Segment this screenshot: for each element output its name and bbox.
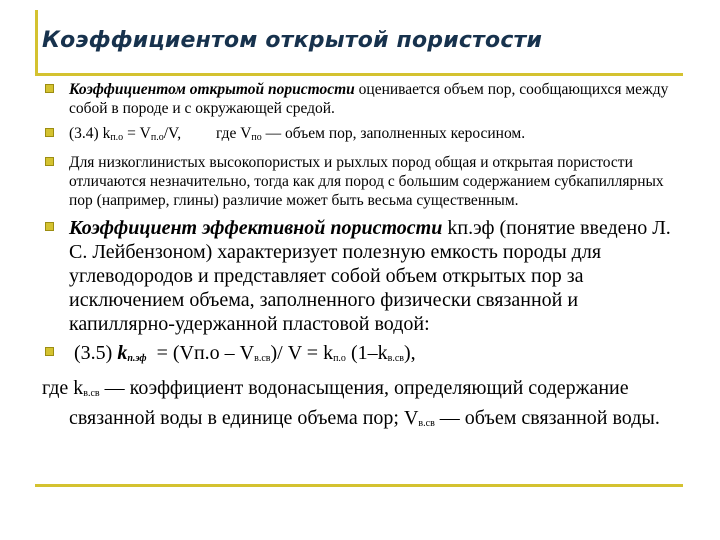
bullet-clay-note (42, 153, 682, 210)
footer-part: где k (42, 377, 84, 399)
footer-subscript: в.св (83, 388, 100, 399)
formula-subscript: в.св (254, 353, 271, 364)
effective-porosity-text: kп.эф (понятие введено Л. С. Лейбензоном) характеризует полезную емкость породы для углеводородов и представляет собой объем открытых пор за исключением объема, заполненного физически связанной и капиллярно-удержанной пластовой водой: (69, 217, 671, 335)
bottom-divider (35, 484, 683, 487)
bullet-open-porosity-definition (42, 80, 682, 118)
square-bullet-icon (45, 128, 54, 137)
formula-subscript: п.о (333, 353, 346, 364)
formula-part: /V, где V (163, 125, 252, 142)
footer-subscript: в.св (418, 418, 435, 429)
bullet-effective-porosity (42, 216, 682, 336)
accent-vertical-line (35, 10, 38, 76)
formula-part: ), (404, 342, 416, 364)
formula-part: (1–k (345, 342, 388, 364)
formula-part: — объем пор, заполненных керосином. (261, 125, 526, 142)
bullet-formula-3-4 (42, 124, 682, 147)
term-effective-porosity: Коэффициент эффективной пористости (69, 217, 443, 239)
formula-part: = V (123, 125, 151, 142)
formula-part: (3.4) k (69, 125, 111, 142)
formula-part: )/ V = k (270, 342, 334, 364)
formula-subscript: п.о (110, 132, 124, 143)
formula-part: = (Vп.о – V (146, 342, 255, 364)
square-bullet-icon (45, 347, 54, 356)
definition-text: оценивается объем пор, сообщающихся между собой в породе и с окружающей средой. (69, 81, 669, 117)
formula-subscript: по (251, 132, 262, 143)
title-divider (35, 73, 683, 76)
formula-subscript: п.о (150, 132, 164, 143)
footer-explanation (42, 376, 682, 436)
square-bullet-icon (45, 222, 54, 231)
formula-part: (3.5) (69, 342, 118, 364)
formula-subscript: п.эф (127, 353, 147, 364)
formula-symbol: k (117, 342, 128, 364)
square-bullet-icon (45, 84, 54, 93)
footer-part: — коэффициент водонасыщения, определяющий содержание связанной воды в единице объема пор; V (69, 377, 629, 429)
square-bullet-icon (45, 157, 54, 166)
slide-content (42, 80, 682, 436)
formula-subscript: в.св (387, 353, 404, 364)
slide-title: Коэффициентом открытой пористости (42, 28, 543, 53)
clay-note-text: Для низкоглинистых высокопористых и рыхлых пород общая и открытая пористости отличаются незначительно, тогда как для пород с большим содержанием субкапиллярных пор (например, глины) различие может быть весьма существенным. (69, 154, 664, 209)
term-open-porosity: Коэффициентом открытой пористости (69, 81, 355, 98)
bullet-formula-3-5 (42, 341, 682, 371)
footer-part: — объем связанной воды. (434, 407, 660, 429)
